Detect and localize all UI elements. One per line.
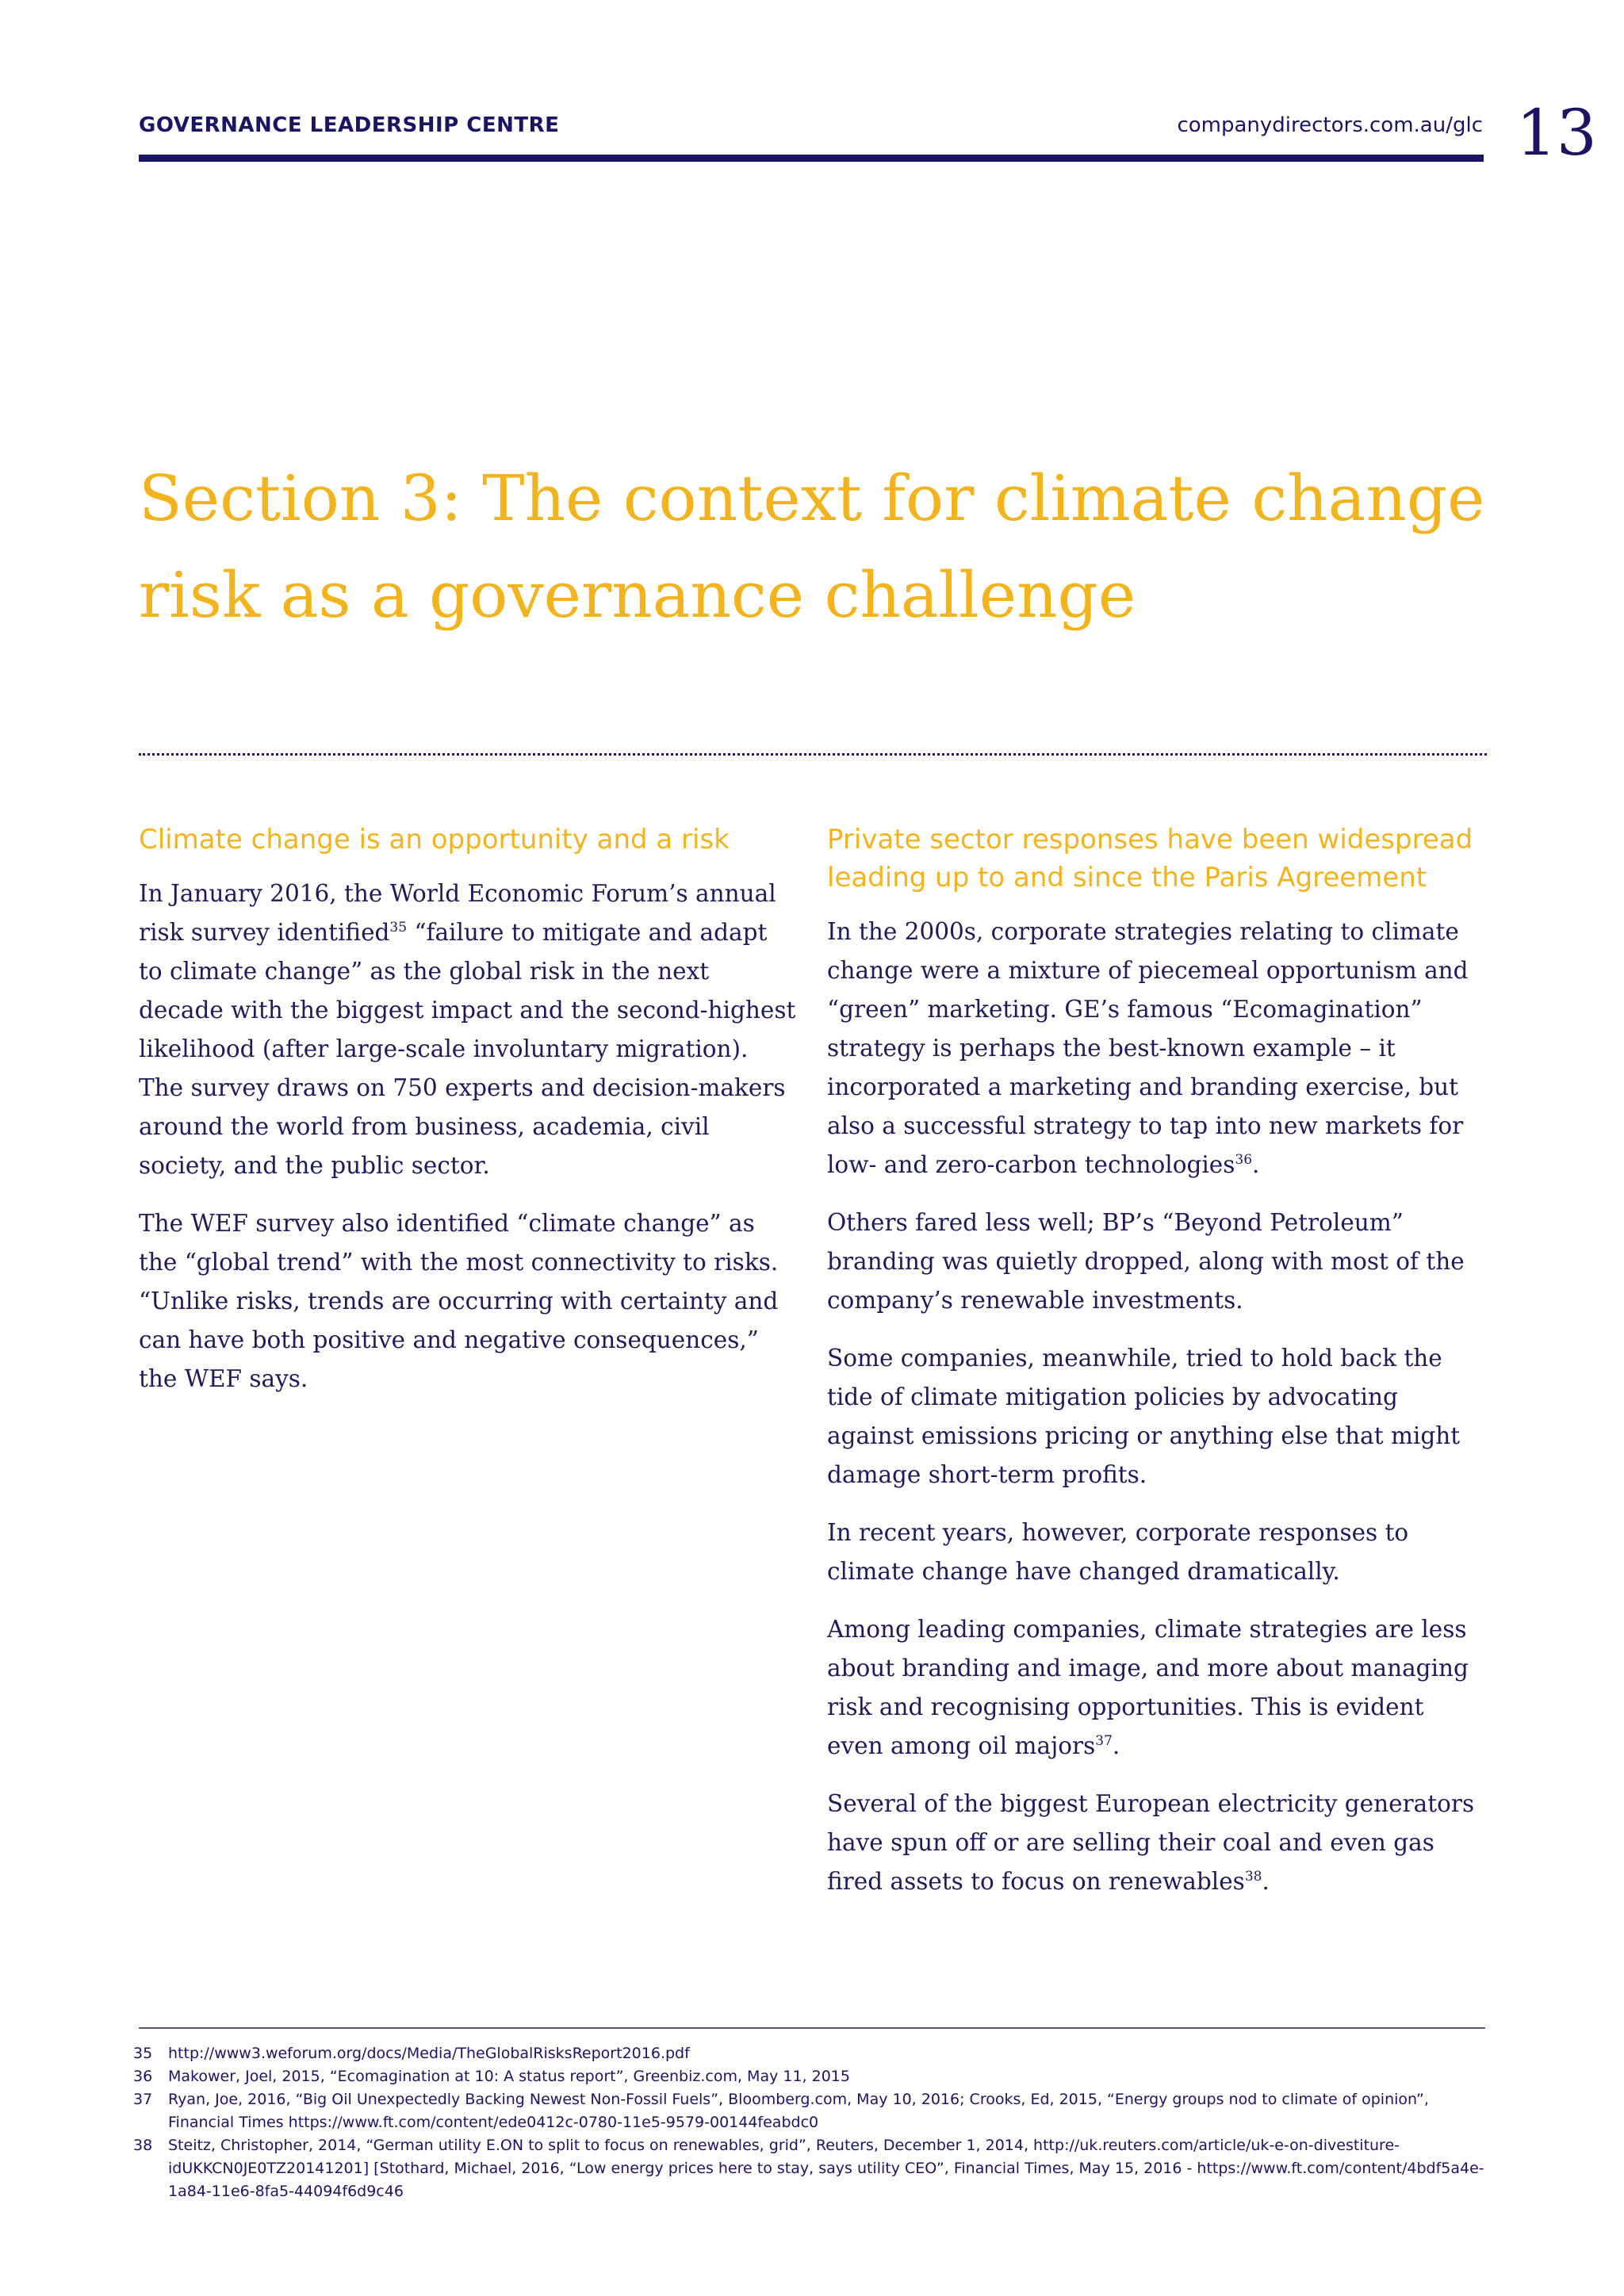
- right-heading: Private sector responses have been widespread leading up to and since the Paris Agreement: [827, 824, 1473, 894]
- footnote-rule: [139, 2027, 1485, 2029]
- section-title: Section 3: The context for climate change risk as a governance challenge: [139, 461, 1485, 632]
- footnote: [133, 2134, 1489, 2203]
- text: .: [1252, 1151, 1260, 1178]
- dotted-divider: [139, 753, 1487, 756]
- right-paragraph-2: Others fared less well; BP’s “Beyond Petroleum” branding was quietly dropped, along with most of the company’s renewable investments.: [827, 1209, 1465, 1314]
- left-paragraph-1: [139, 874, 797, 1185]
- header-org-name: GOVERNANCE LEADERSHIP CENTRE: [139, 113, 560, 137]
- footnote: [133, 2088, 1489, 2134]
- right-paragraph-3: Some companies, meanwhile, tried to hold back the tide of climate mitigation policies by advocating against emissions pricing or anything else that might damage short-term profits.: [827, 1345, 1461, 1488]
- right-paragraph-6: [827, 1785, 1485, 1901]
- right-column: [827, 821, 1485, 1920]
- footnote-text: Ryan, Joe, 2016, “Big Oil Unexpectedly Backing Newest Non-Fossil Fuels”, Bloomberg.com, May 10, 2016; Crooks, Ed, 2015, “Energy groups nod to climate of opinion”, Financial Times https://www.ft.com/content/ede0412c-0780-11e5-9579-00144feabdc0: [168, 2091, 1429, 2131]
- text: Among leading companies, climate strategies are less about branding and image, and more about managing risk and recognising opportunities. This is evident even among oil majors: [827, 1616, 1469, 1759]
- footnote-number: 36: [133, 2068, 153, 2085]
- right-paragraph-5: [827, 1610, 1485, 1766]
- text: Several of the biggest European electricity generators have spun off or are selling their coal and even gas fired assets to focus on renewables: [827, 1790, 1475, 1895]
- text: “failure to mitigate and adapt to climate change” as the global risk in the next decade with the biggest impact and the second-highest likelihood (after large-scale involuntary migration). The survey draws on 750 experts and decision-makers around the world from business, academia, civil society, and the public sector.: [139, 919, 796, 1179]
- footnote-text: Makower, Joel, 2015, “Ecomagination at 10: A status report”, Greenbiz.com, May 11, 2015: [168, 2068, 850, 2085]
- left-column: [139, 821, 797, 1418]
- header-rule: [139, 155, 1484, 162]
- footnote: [133, 2065, 1489, 2088]
- text: In January 2016, the World Economic Forum’s annual risk survey identified: [139, 880, 776, 946]
- left-paragraph-2: The WEF survey also identified “climate change” as the “global trend” with the most connectivity to risks. “Unlike risks, trends are occurring with certainty and can have both positive and negative consequences,” the WEF says.: [139, 1210, 779, 1392]
- text: In the 2000s, corporate strategies relating to climate change were a mixture of piecemeal opportunism and “green” marketing. GE’s famous “Ecomagination” strategy is perhaps the best-known example – it incorporated a marketing and branding exercise, but also a successful strategy to tap into new markets for low- and zero-carbon technologies: [827, 918, 1469, 1178]
- footnotes: [133, 2042, 1489, 2203]
- left-heading: Climate change is an opportunity and a risk: [139, 824, 730, 855]
- footnote-ref-35[interactable]: 35: [389, 920, 408, 936]
- footnote-text: http://www3.weforum.org/docs/Media/TheGlobalRisksReport2016.pdf: [168, 2045, 690, 2062]
- footnote-ref-37[interactable]: 37: [1095, 1733, 1113, 1750]
- footnote-text: Steitz, Christopher, 2014, “German utility E.ON to split to focus on renewables, grid”, Reuters, December 1, 2014, http://uk.reuters.com/article/uk-e-on-divestiture-idUKKCN0JE0TZ20141201] [Stothard, Michael, 2016, “Low energy prices here to stay, says utility CEO”, Financial Times, May 15, 2016 - https://www.ft.com/content/4bdf5a4e-1a84-11e6-8fa5-44094f6d9c46: [168, 2137, 1484, 2200]
- footnote-ref-36[interactable]: 36: [1235, 1152, 1253, 1169]
- right-paragraph-1: [827, 913, 1485, 1184]
- header-url-link[interactable]: companydirectors.com.au/glc: [1177, 113, 1483, 137]
- footnote-number: 35: [133, 2045, 153, 2062]
- text: .: [1112, 1732, 1120, 1759]
- footnote-number: 37: [133, 2091, 153, 2108]
- footnote-ref-38[interactable]: 38: [1244, 1869, 1262, 1885]
- right-paragraph-4: In recent years, however, corporate responses to climate change have changed dramatically.: [827, 1519, 1409, 1585]
- footnote: [133, 2042, 1489, 2065]
- page-number: 13: [1516, 96, 1597, 170]
- text: .: [1262, 1868, 1270, 1895]
- footnote-number: 38: [133, 2137, 153, 2154]
